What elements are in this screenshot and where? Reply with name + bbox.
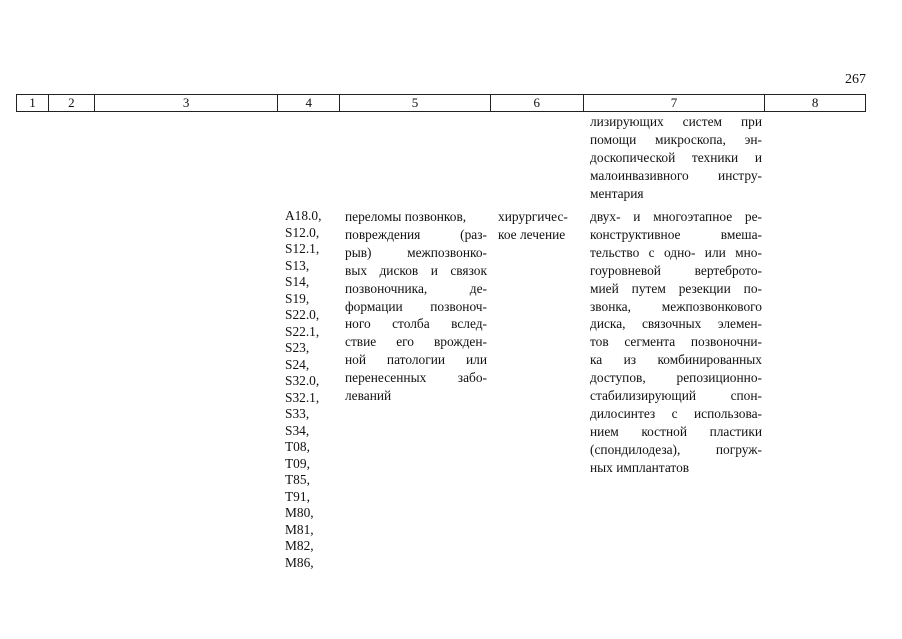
text-line: вых дисков и связок [345, 262, 487, 278]
icd-code: M82, [285, 538, 314, 553]
icd-code: S13, [285, 257, 310, 273]
text-line: нием костной пластики [590, 423, 762, 439]
icd-code: S19, [285, 290, 310, 306]
text-line: тельство с одно- или мно- [590, 244, 762, 260]
text-line: кое лечение [498, 226, 566, 242]
icd-code: M81, [285, 521, 314, 537]
icd-code: S23, [285, 340, 310, 355]
text-line: лизирующих систем при [590, 114, 762, 129]
icd-code: S14, [285, 274, 310, 289]
icd-code: T85, [285, 472, 310, 487]
text-line: ного столба вслед- [345, 316, 487, 332]
method-continuation [590, 113, 762, 203]
icd-code: S24, [285, 356, 310, 372]
icd-code: S32.0, [285, 373, 320, 388]
text-line: ментария [590, 185, 644, 201]
text-line: формации позвоноч- [345, 298, 487, 314]
text-line: (спондилодеза), погруж- [590, 441, 762, 457]
column-header-3: 3 [95, 95, 279, 111]
text-line: ных имплантатов [590, 459, 690, 475]
icd-code: A18.0, [285, 208, 322, 223]
text-line: повреждения (раз- [345, 226, 487, 242]
icd-code: S22.1, [285, 323, 320, 339]
icd-code: T08, [285, 439, 310, 454]
text-line: доскопической техники и [590, 149, 762, 165]
text-line: позвоночника, де- [345, 280, 487, 296]
column-header-8: 8 [811, 95, 819, 110]
text-line: рыв) межпозвонко- [345, 244, 487, 260]
text-line: ствие его врожден- [345, 334, 487, 350]
text-line: помощи микроскопа, эн- [590, 131, 762, 147]
page-number: 267 [845, 72, 866, 87]
icd-code: M86, [285, 554, 314, 570]
text-line: ной патологии или [345, 352, 487, 368]
icd-codes-cell [285, 208, 337, 571]
icd-code: S12.1, [285, 241, 320, 256]
text-line: гоуровневой вертеброто- [590, 262, 762, 278]
icd-code: S22.0, [285, 307, 320, 322]
text-line: стабилизирующий спон- [590, 388, 762, 404]
text-line: перенесенных забо- [345, 370, 487, 386]
text-line: переломы позвонков, [345, 209, 467, 224]
text-line: дилосинтез с использова- [590, 405, 762, 421]
icd-code: S32.1, [285, 389, 320, 405]
text-line: хирургичес- [498, 209, 568, 224]
text-line: звонка, межпозвонкового [590, 298, 762, 314]
diagnosis-cell [345, 208, 487, 405]
treatment-method-cell [590, 208, 762, 477]
treatment-type-cell [498, 208, 580, 244]
icd-code: T91, [285, 488, 310, 504]
icd-code: S12.0, [285, 224, 320, 240]
column-header-6: 6 [491, 95, 584, 111]
column-header-7: 7 [584, 95, 766, 111]
column-header-5: 5 [340, 95, 491, 111]
icd-code: M80, [285, 505, 314, 520]
column-header-2: 2 [49, 95, 95, 111]
table-header-row [16, 94, 866, 112]
text-line: конструктивное вмеша- [590, 226, 762, 242]
column-header-1: 1 [17, 95, 49, 111]
text-line: диска, связочных элемен- [590, 316, 762, 332]
text-line: двух- и многоэтапное ре- [590, 209, 762, 224]
text-line: леваний [345, 388, 392, 404]
text-line: мией путем резекции по- [590, 280, 762, 296]
text-line: доступов, репозиционно- [590, 370, 762, 386]
column-header-4: 4 [278, 95, 340, 111]
icd-code: T09, [285, 455, 310, 471]
text-line: малоинвазивного инстру- [590, 167, 762, 183]
icd-code: S34, [285, 422, 310, 438]
text-line: ка из комбинированных [590, 352, 762, 368]
icd-code: S33, [285, 406, 310, 421]
text-line: тов сегмента позвоночни- [590, 334, 762, 350]
